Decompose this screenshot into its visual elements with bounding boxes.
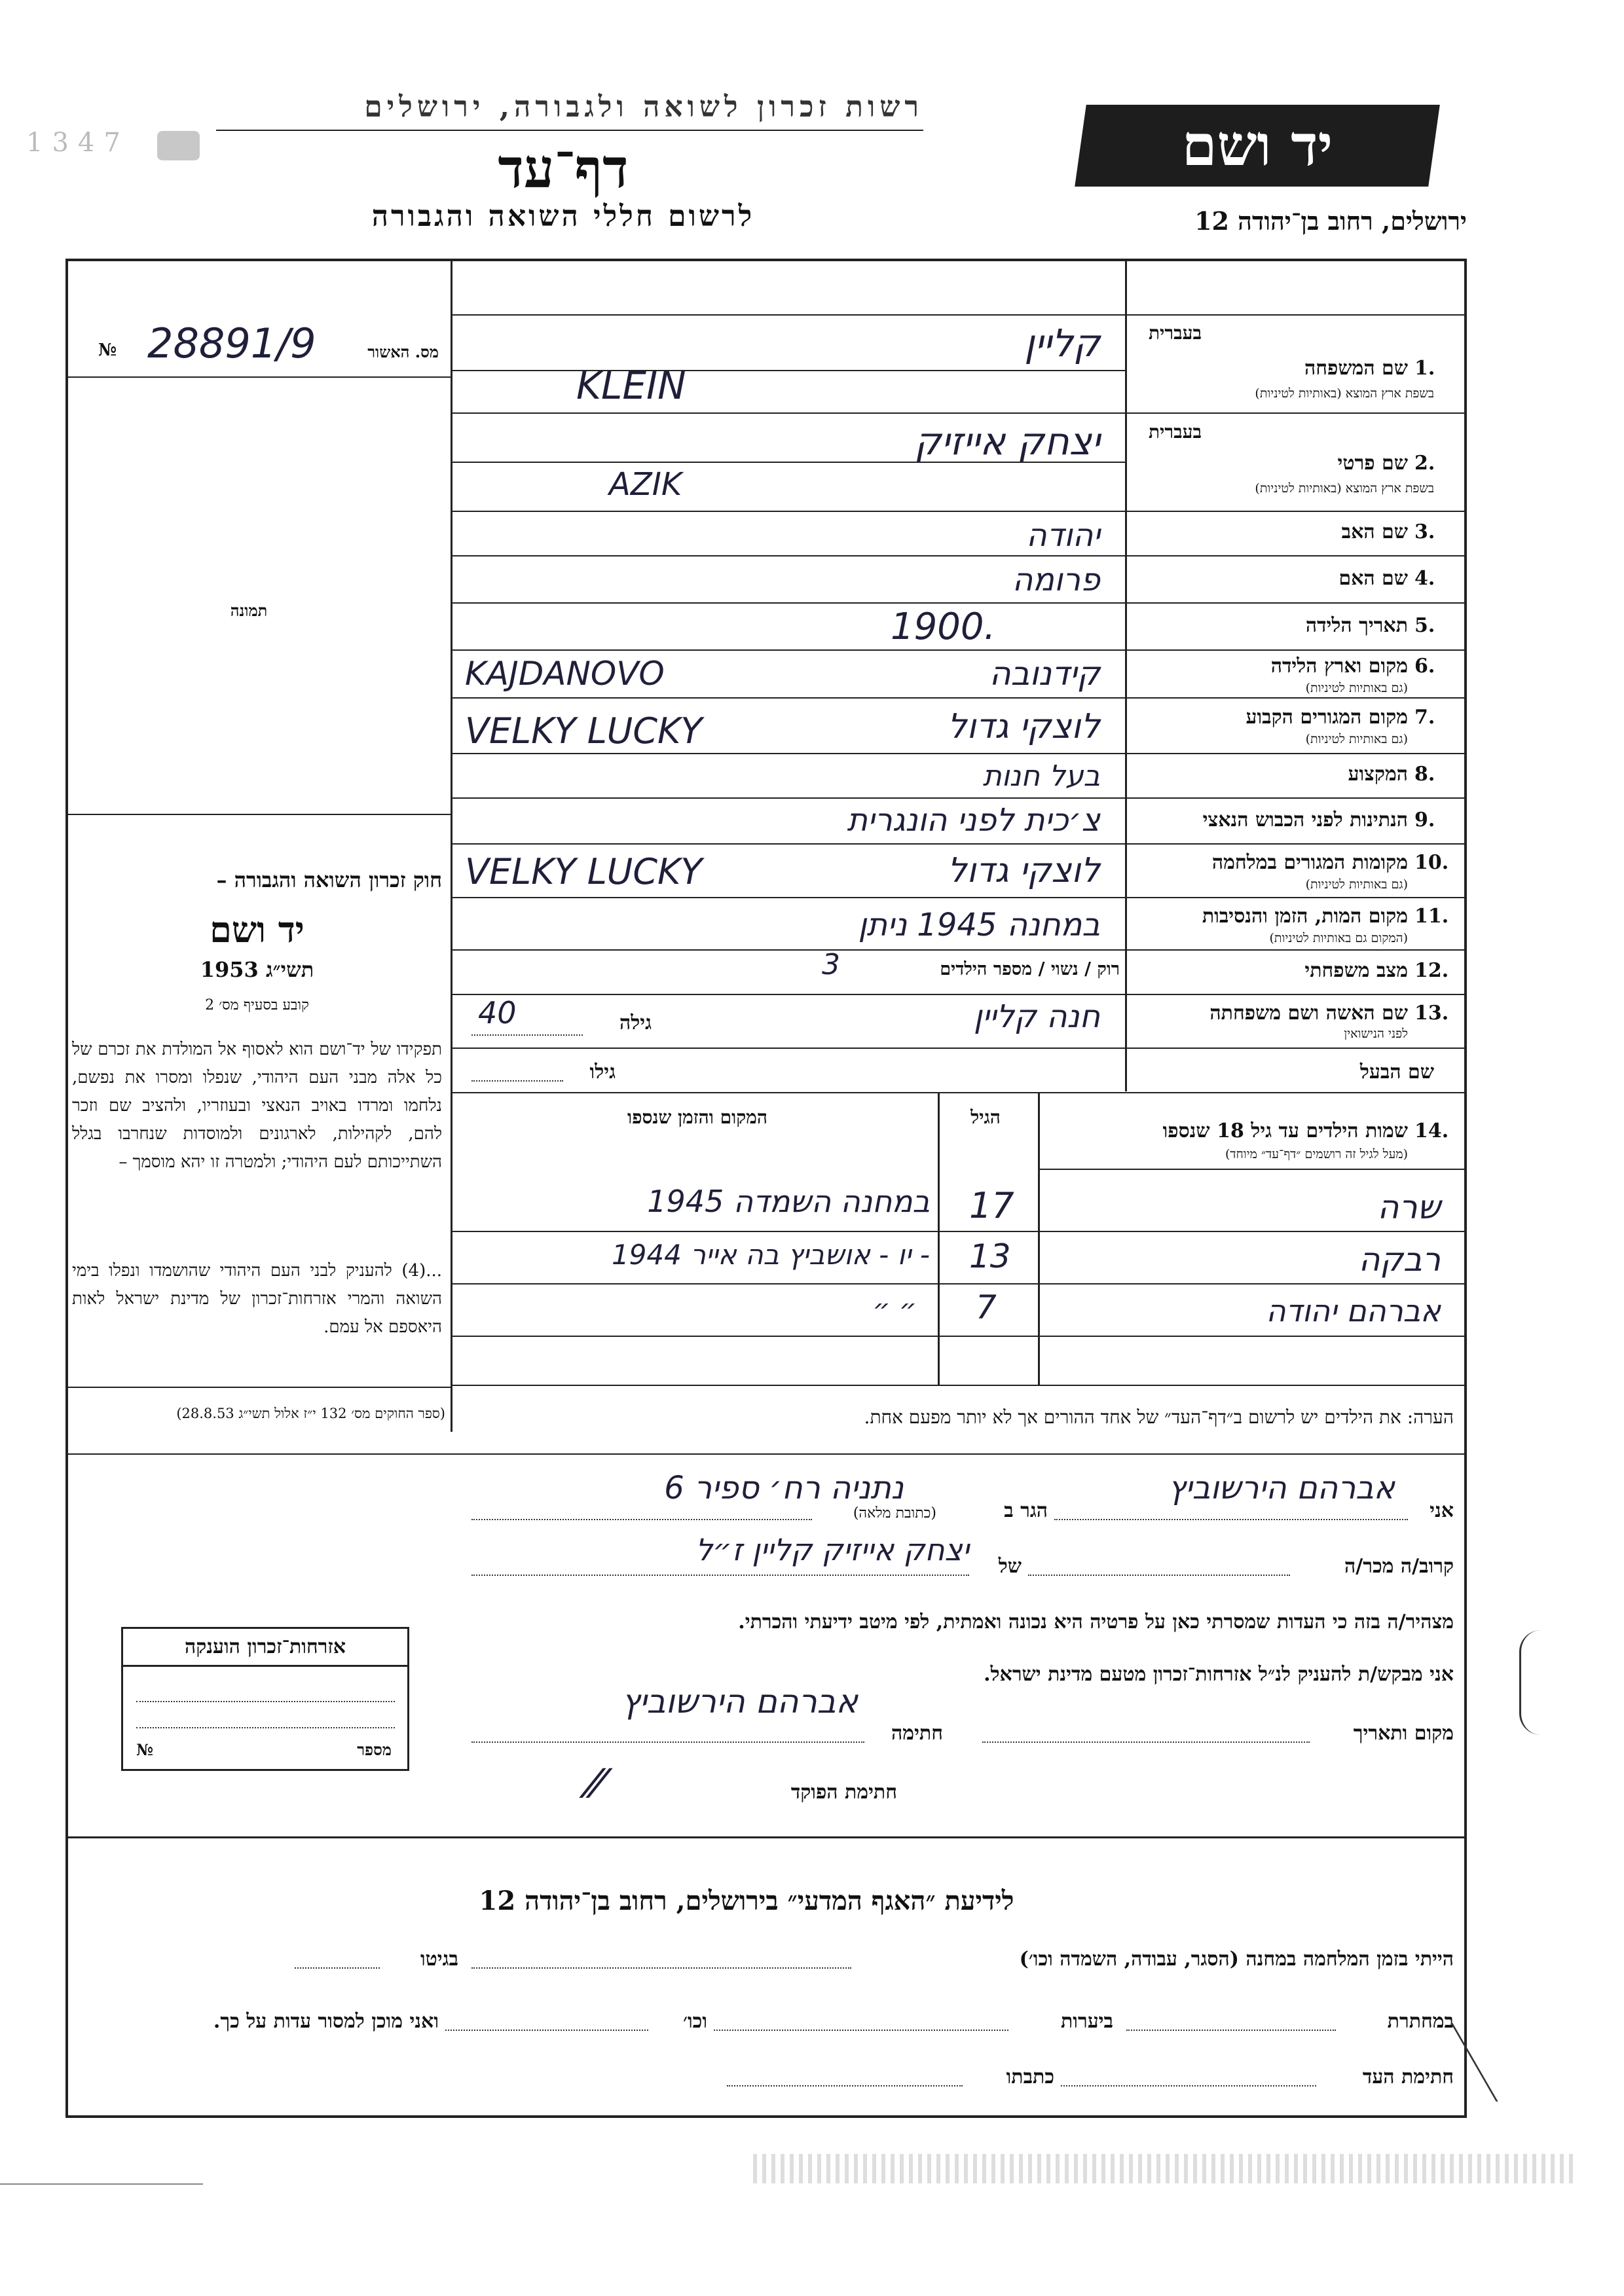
footer-etc-dots xyxy=(445,2030,648,2031)
place-date-label: מקום ותאריך xyxy=(1353,1722,1454,1745)
field1-label: שם המשפחה xyxy=(1304,357,1408,380)
citizenship-box xyxy=(121,1627,409,1771)
field2-heb-tag: בעברית xyxy=(1148,421,1202,443)
declaration-statement: מצהיר/ה בזה כי העדות שמסרתי כאן על פרטיה היא נכונה ואמתית, לפי מיטב ידיעתי והכרתי. xyxy=(738,1611,1454,1633)
field12-label: מצב משפחתי xyxy=(1304,959,1408,982)
field6-num: 6. xyxy=(1414,655,1435,678)
approval-line xyxy=(67,376,451,378)
field1-line-b xyxy=(452,412,1466,414)
footer-ghetto-label: בגיטו xyxy=(420,1948,458,1971)
field7-value-latin: VELKY LUCKY xyxy=(465,710,703,752)
law-text-1: תפקידו של יד־ושם הוא לאסוף אל המולדת את זכרם של כל אלה מבני העם היהודי, שנפלו ומסרו את נפשם, נלחמו ומרדו באויב הנאצי ובעוזריו, ולהציב שם וזכר להם, לקהילות, לארגונים ולמוסדות שנחרבו בגלל השתייכותם לעם היהודי; ולמטרה זו יהא מוסמך – xyxy=(72,1040,442,1172)
form-subtitle: לרשום חללי השואה והגבורה xyxy=(371,200,755,233)
field13-line xyxy=(452,1048,1466,1049)
footer-title: לידיעת ״האגף המדעי״ בירושלים, רחוב בן־יהודה 12 xyxy=(479,1886,1014,1916)
field10-label: מקומות המגורים במלחמה xyxy=(1211,851,1408,874)
field1-sub: בשפת ארץ המוצא (באותיות לטיניות) xyxy=(1255,386,1434,401)
scan-edge-line xyxy=(0,2183,203,2185)
field7-label: מקום המגורים הקבוע xyxy=(1246,706,1408,729)
children-bottom-line xyxy=(452,1385,1466,1386)
field3-label: שם האב xyxy=(1341,520,1408,543)
husband-age-dots xyxy=(471,1080,563,1082)
stamp-smudge xyxy=(157,131,200,160)
field13-num: 13. xyxy=(1414,1002,1449,1025)
field4-label: שם האם xyxy=(1338,567,1408,590)
field9-line xyxy=(452,843,1466,845)
field8-value: בעל חנות xyxy=(982,759,1100,793)
place-date-dots xyxy=(982,1741,1310,1743)
child-age: 13 xyxy=(969,1237,1011,1275)
field5-num: 5. xyxy=(1414,614,1435,637)
child-age: 17 xyxy=(969,1185,1014,1226)
field4-value: פרומה xyxy=(1012,562,1100,598)
declarant-name: אברהם הירשוביץ xyxy=(1168,1470,1395,1506)
field2-label: שם פרטי xyxy=(1337,452,1408,475)
husband-label: שם הבעל xyxy=(1359,1061,1434,1084)
footer-underground-dots xyxy=(1126,2030,1336,2031)
col-place-header: המקום והזמן שנספו xyxy=(627,1106,767,1128)
field8-line xyxy=(452,797,1466,799)
field11-line xyxy=(452,949,1466,951)
field10-value-latin: VELKY LUCKY xyxy=(465,851,703,892)
field10-line xyxy=(452,897,1466,898)
child-age: 7 xyxy=(976,1288,997,1326)
wife-age-value: 40 xyxy=(478,995,517,1030)
footer-forests-label: ביערות xyxy=(1060,2010,1113,2033)
children-subtitle: (מעל לגיל זה רושמים ״דף־עד״ מיוחד) xyxy=(1225,1147,1408,1161)
photo-box-bottom xyxy=(67,814,451,815)
footer-forests-dots xyxy=(714,2030,1008,2031)
approval-number: 28891/9 xyxy=(147,319,316,367)
age-col-right xyxy=(1038,1093,1040,1385)
footer-willing-label: ואני מוכן למסור עדות על כך. xyxy=(213,2010,439,2033)
field10-sub: (גם באותיות לטיניות) xyxy=(1305,877,1408,892)
law-clause: קובע בסעיף מס׳ 2 xyxy=(205,997,309,1013)
field11-num: 11. xyxy=(1414,905,1449,928)
approval-label: מס. האשור xyxy=(367,342,439,361)
child-name: רבקה xyxy=(1358,1241,1441,1279)
children-num: 14. xyxy=(1414,1120,1449,1142)
field1-line-a xyxy=(452,370,1125,371)
footer-top-line xyxy=(67,1836,1466,1838)
citizenship-number-label: מספר xyxy=(357,1740,392,1759)
address-dots xyxy=(471,1519,812,1520)
approval-no-symbol: № xyxy=(98,340,117,360)
officer-signature-label: חתימת הפוקד xyxy=(790,1781,897,1804)
law-year: תשי״ג 1953 xyxy=(200,957,314,982)
field11-value: במחנה 1945 ניתן xyxy=(858,907,1100,943)
top-banner: רשות זכרון לשואה ולגבורה, ירושלים xyxy=(364,90,923,124)
field5-label: תאריך הלידה xyxy=(1305,614,1408,637)
field3-line xyxy=(452,555,1466,556)
relation-label: קרוב/ה מכר/ה xyxy=(1344,1555,1454,1578)
field10-value-hebrew: לוצקי גדול xyxy=(947,851,1100,890)
col-age-header: הגיל xyxy=(970,1106,1001,1128)
child-place: במחנה השמדה 1945 xyxy=(647,1184,930,1219)
field12-options: רוק / נשוי / מספר הילדים xyxy=(940,959,1120,979)
address: ירושלים, רחוב בן־יהודה 12 xyxy=(1194,206,1467,236)
banner-underline xyxy=(216,130,923,131)
yad-vashem-logo xyxy=(1075,105,1440,187)
footer-witness-sig-dots xyxy=(1061,2085,1316,2086)
footer-address-label: כתבתו xyxy=(1006,2066,1054,2088)
of-label: של xyxy=(998,1555,1022,1578)
children-header-line xyxy=(1039,1169,1466,1170)
field11-sub: (המקום גם באותיות לטיניות) xyxy=(1269,931,1408,945)
wife-name-value: חנה קליין xyxy=(973,998,1100,1035)
child-place: ״ ״ xyxy=(872,1293,917,1325)
field1-heb-tag: בעברית xyxy=(1148,322,1202,344)
declaration-request: אני מבקש/ת להעניק לנ״ל אזרחות־זכרון מטעם מדינת ישראל. xyxy=(984,1663,1454,1686)
declarant-signature: אברהם הירשוביץ xyxy=(621,1683,858,1721)
child-name: שרה xyxy=(1377,1188,1441,1226)
field13-label: שם האשה ושם משפחתה xyxy=(1209,1002,1408,1025)
wife-age-dots xyxy=(471,1034,583,1036)
field7-sub: (גם באותיות לטיניות) xyxy=(1305,732,1408,746)
field10-num: 10. xyxy=(1414,851,1449,874)
footer-address-dots xyxy=(727,2085,963,2086)
margin-mark xyxy=(1519,1630,1541,1735)
field1-num: 1. xyxy=(1414,357,1435,380)
field8-label: המקצוע xyxy=(1348,763,1408,786)
field2-value-latin: AZIK xyxy=(609,466,682,503)
field2-line-b xyxy=(452,511,1466,512)
photo-label: תמונה xyxy=(230,601,268,620)
note: הערה: את הילדים יש לרשום ב״דף־העד״ של אחד ההורים אך לא יותר מפעם אחת. xyxy=(864,1406,1454,1428)
resident-label: הגר ב xyxy=(1004,1499,1048,1522)
citizenship-title: אזרחות־זכרון הוענקה xyxy=(123,1629,407,1667)
footer-camp-dots xyxy=(471,1967,851,1969)
note-bottom-line xyxy=(67,1453,1466,1455)
children-title: שמות הילדים עד גיל 18 שנספו xyxy=(1162,1120,1408,1142)
field11-label: מקום המות, הזמן והנסיבות xyxy=(1202,905,1408,928)
law-name: יד ושם xyxy=(210,909,304,951)
field9-value: צ׳כית לפני הונגרית xyxy=(847,802,1100,839)
field12-children-count: 3 xyxy=(822,948,840,981)
husband-line xyxy=(452,1092,1466,1093)
child-row-2-line xyxy=(452,1283,1466,1285)
field12-num: 12. xyxy=(1414,959,1449,982)
address-hint: (כתובת מלאה) xyxy=(853,1505,936,1522)
field2-sub: בשפת ארץ המוצא (באותיות לטיניות) xyxy=(1255,481,1434,496)
field6-value-latin: KAJDANOVO xyxy=(465,655,665,693)
field4-num: 4. xyxy=(1414,567,1435,590)
field4-line xyxy=(452,602,1466,604)
officer-signature-mark: ⁄⁄ xyxy=(589,1761,603,1807)
child-name: אברהם יהודה xyxy=(1266,1293,1441,1328)
child-place: - יו - אושביץ בה אייר 1944 xyxy=(611,1239,930,1271)
footer-witness-sig-label: חתימת העד xyxy=(1362,2066,1454,2088)
declarant-address: נתניה רח׳ ספיר 6 xyxy=(664,1470,904,1506)
field8-num: 8. xyxy=(1414,763,1435,786)
form-title: דף־עד xyxy=(498,137,629,200)
wife-age-label: גילה xyxy=(619,1011,652,1034)
field13-sub: לפני הנישואין xyxy=(1344,1027,1408,1041)
field5-line xyxy=(452,649,1466,651)
field6-line xyxy=(452,697,1466,699)
relation-dots xyxy=(1028,1575,1290,1576)
age-col-left xyxy=(938,1093,940,1385)
field3-value: יהודה xyxy=(1026,517,1100,554)
law-title: חוק זכרון השואה והגבורה – xyxy=(216,867,442,892)
law-reference: (ספר החוקים מס׳ 132 י״ז אלול תשי״ג 28.8.53) xyxy=(176,1406,445,1421)
label-col-divider xyxy=(1125,260,1127,1091)
field2-value-hebrew: יצחק אייזיק xyxy=(914,419,1100,464)
signature-label: חתימה xyxy=(891,1722,943,1745)
field1-value-latin: KLEIN xyxy=(576,363,686,408)
citizenship-no-symbol: № xyxy=(136,1740,154,1759)
field6-value-hebrew: קידנובה xyxy=(989,655,1100,693)
footer-camp-label: הייתי בזמן המלחמה במחנה (הסגר, עבודה, השמדה וכו׳) xyxy=(1019,1948,1454,1971)
top-row-line xyxy=(452,314,1466,316)
field7-line xyxy=(452,753,1466,754)
corner-mark: 1347 xyxy=(26,128,130,158)
field7-num: 7. xyxy=(1414,706,1435,729)
field1-value-hebrew: קליין xyxy=(1024,321,1100,365)
law-text-2: ...(4) להעניק לבני העם היהודי שהושמדו ונפלו בימי השואה והמרי אזרחות־זכרון של מדינת ישראל לאות היאספם אל עמם. xyxy=(72,1261,442,1337)
field6-sub: (גם באותיות לטיניות) xyxy=(1305,681,1408,695)
relation-value-dots xyxy=(471,1575,969,1576)
logo-text: יד ושם xyxy=(1181,113,1333,179)
relation-value: יצחק אייזיק קליין ז״ל xyxy=(695,1532,969,1567)
field5-value: 1900. xyxy=(891,606,996,648)
field3-num: 3. xyxy=(1414,520,1435,543)
law-ref-top xyxy=(67,1387,451,1388)
field9-label: הנתינות לפני הכבוש הנאצי xyxy=(1202,809,1408,831)
declarant-prefix: אני xyxy=(1430,1499,1454,1522)
field7-value-hebrew: לוצקי גדול xyxy=(947,707,1100,746)
child-row-3-line xyxy=(452,1336,1466,1337)
field2-num: 2. xyxy=(1414,452,1435,475)
husband-age-label: גילו xyxy=(589,1061,616,1084)
citizenship-dots-2 xyxy=(136,1727,395,1728)
citizenship-dots-1 xyxy=(136,1701,395,1702)
footer-etc-label: וכו׳ xyxy=(683,2010,707,2033)
left-col-divider xyxy=(451,260,452,1432)
signature-dots xyxy=(471,1741,864,1743)
declarant-dots xyxy=(1054,1519,1408,1520)
child-row-1-line xyxy=(452,1231,1466,1232)
footer-ghetto-dots xyxy=(295,1967,380,1969)
footer-underground-label: במחתרת xyxy=(1387,2010,1454,2033)
field12-line xyxy=(452,994,1466,995)
scan-noise xyxy=(753,2154,1578,2183)
field6-label: מקום וארץ הלידה xyxy=(1270,655,1408,678)
field9-num: 9. xyxy=(1414,809,1435,831)
